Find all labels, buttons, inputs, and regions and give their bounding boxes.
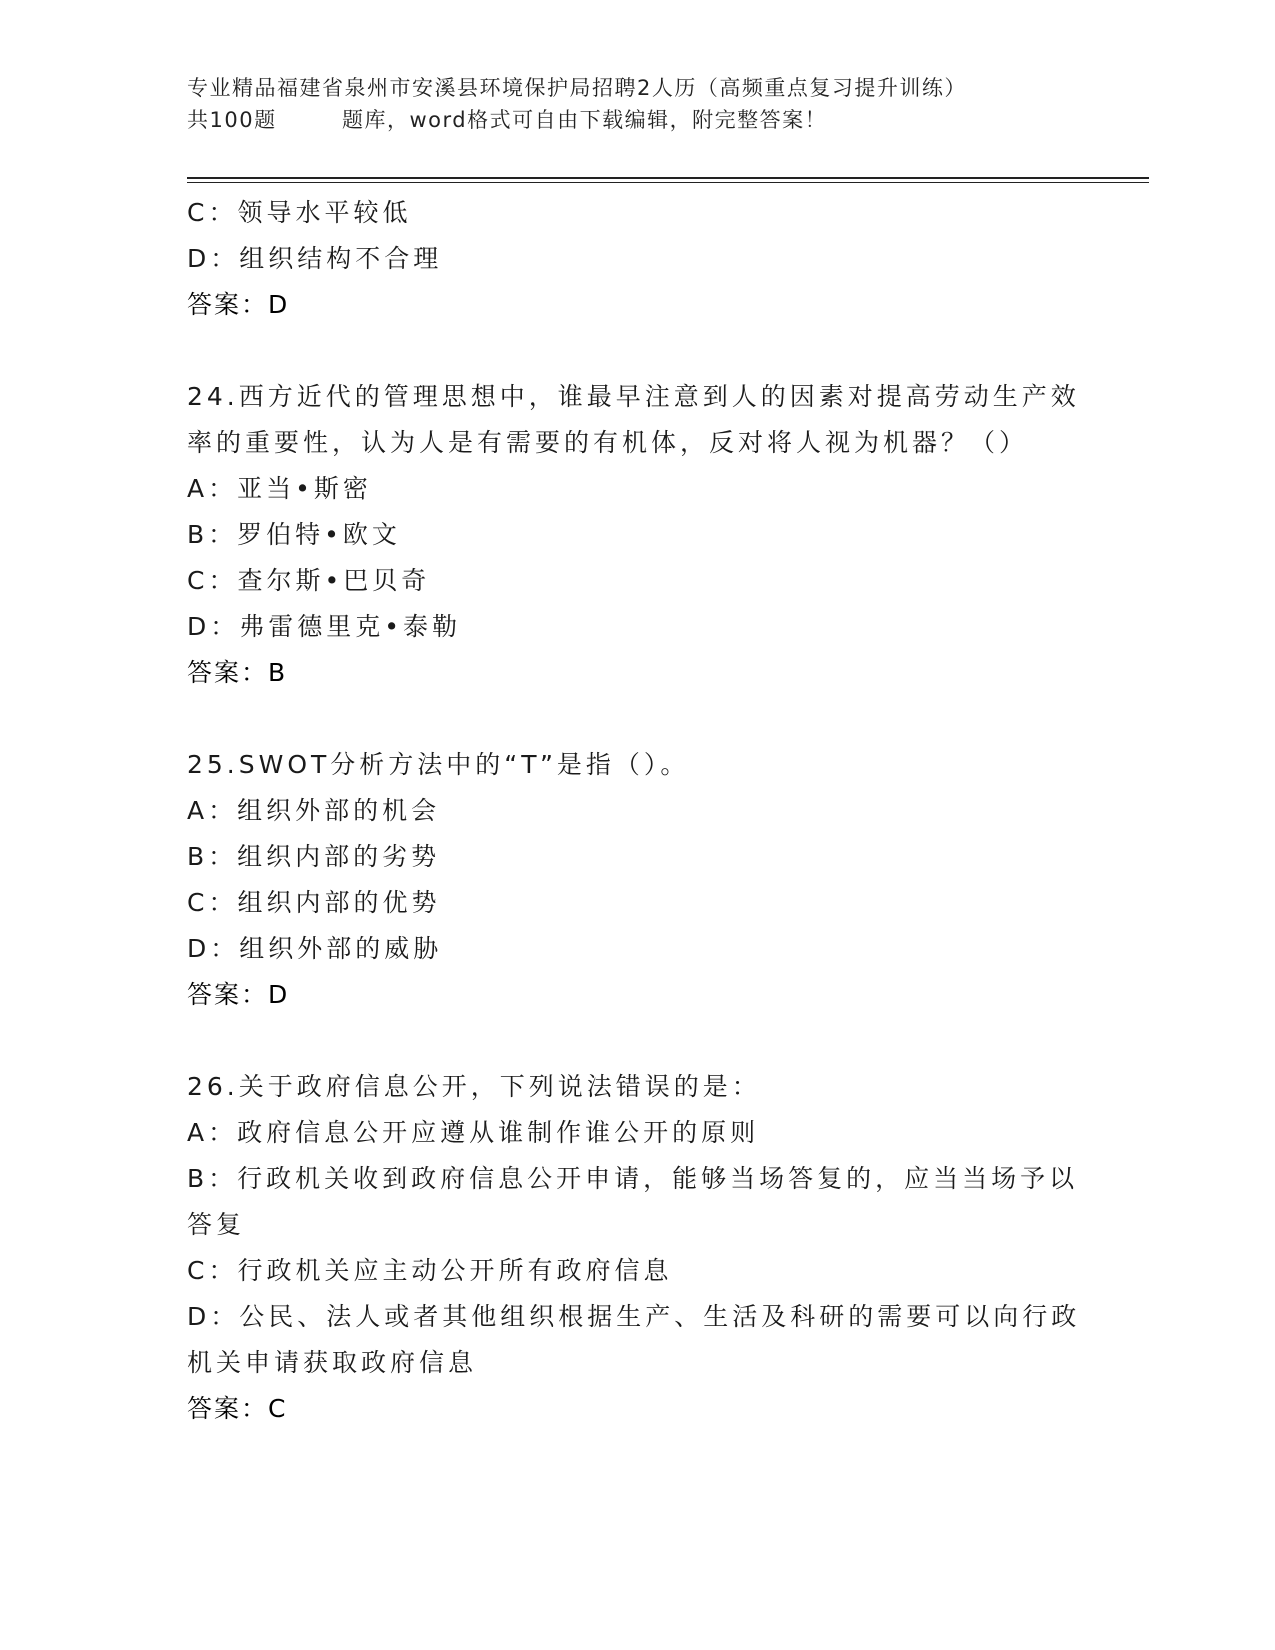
option-a: A：组织外部的机会 [187,796,441,825]
question-text-line-2: 率的重要性，认为人是有需要的有机体，反对将人视为机器？（） [187,428,1029,457]
answer-line: 答案：C [187,1394,288,1423]
answer-line: 答案：D [187,290,290,319]
option-a: A：政府信息公开应遵从谁制作谁公开的原则 [187,1118,760,1147]
option-d: D：组织结构不合理 [187,244,443,273]
option-d-line-1: D：公民、法人或者其他组织根据生产、生活及科研的需要可以向行政 [187,1302,1081,1331]
spacer [187,328,1087,374]
header-divider-thin [187,182,1149,183]
option-d-line-2: 机关申请获取政府信息 [187,1348,478,1377]
header-divider-thick [187,177,1149,179]
question-24 [187,374,1087,696]
question-26 [187,1064,1087,1432]
question-text-line-1: 24.西方近代的管理思想中，谁最早注意到人的因素对提高劳动生产效 [187,382,1080,411]
answer-line: 答案：B [187,658,288,687]
question-text-line-1: 25.SWOT分析方法中的“T”是指（）。 [187,750,690,779]
spacer [187,696,1087,742]
option-c: C：查尔斯•巴贝奇 [187,566,431,595]
option-c: C：行政机关应主动公开所有政府信息 [187,1256,673,1285]
header-title-line-2: 共100题 题库，word格式可自由下载编辑，附完整答案！ [187,108,828,132]
answer-line: 答案：D [187,980,290,1009]
option-b-line-2: 答复 [187,1210,246,1239]
option-d: D：弗雷德里克•泰勒 [187,612,461,641]
option-c: C：领导水平较低 [187,198,412,227]
page-header [187,72,1147,136]
option-b: B：罗伯特•欧文 [187,520,401,549]
option-b: B：组织内部的劣势 [187,842,441,871]
option-c: C：组织内部的优势 [187,888,441,917]
spacer [187,1018,1087,1064]
question-text-line-1: 26.关于政府信息公开，下列说法错误的是： [187,1072,761,1101]
question-list [187,190,1087,1432]
question-23 [187,190,1087,328]
option-d: D：组织外部的威胁 [187,934,443,963]
header-title-line-1: 专业精品福建省泉州市安溪县环境保护局招聘2人历（高频重点复习提升训练） [187,76,967,100]
question-25 [187,742,1087,1018]
option-a: A：亚当•斯密 [187,474,372,503]
option-b-line-1: B：行政机关收到政府信息公开申请，能够当场答复的，应当当场予以 [187,1164,1079,1193]
